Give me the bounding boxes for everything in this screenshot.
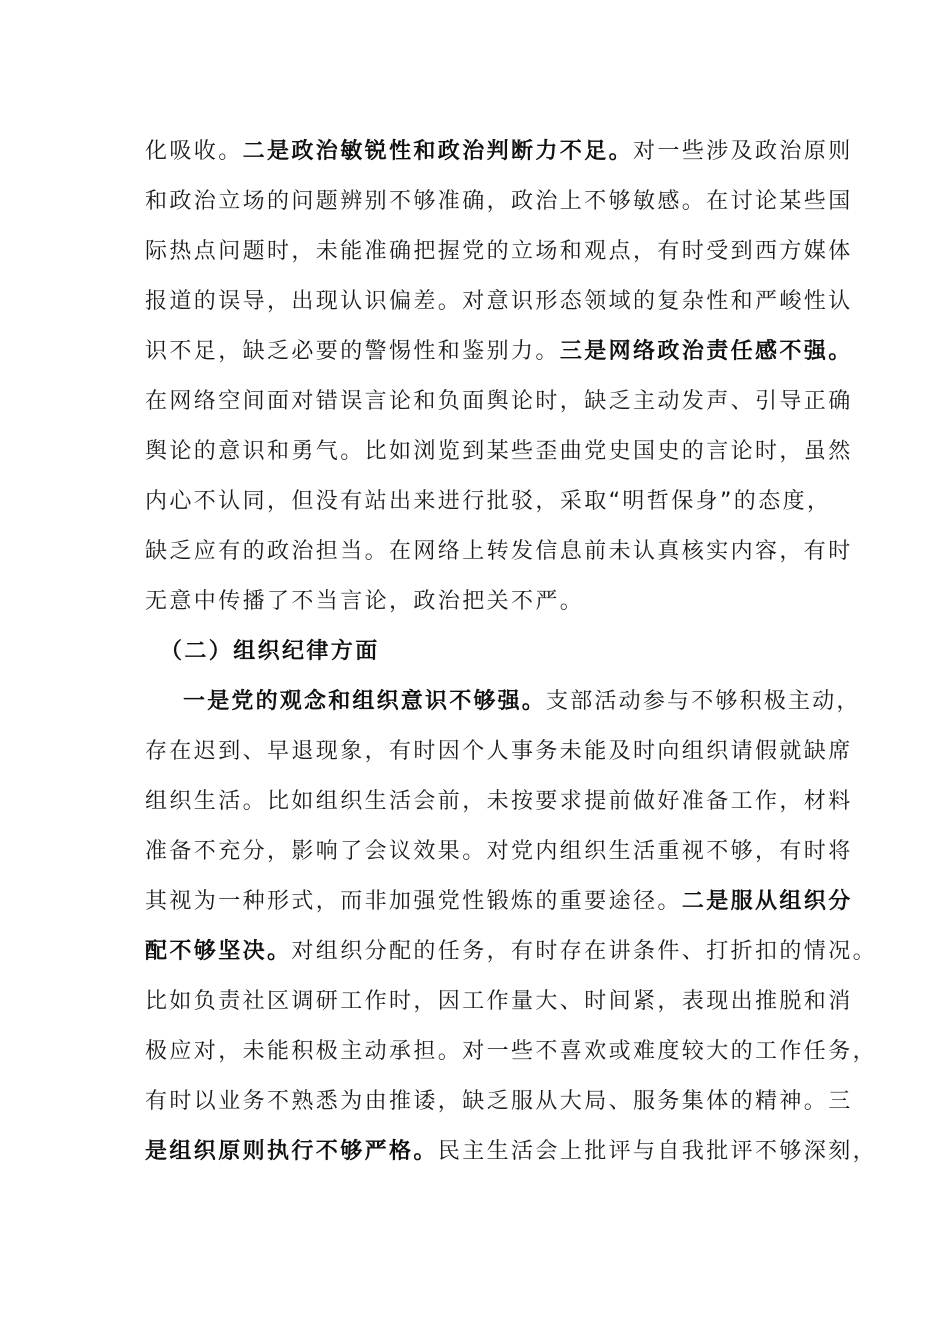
bold-heading-run: 配不够坚决。 [145, 939, 292, 964]
text-run: 报道的误导，出现认识偏差。对意识形态领域的复杂性和严峻性认 [145, 289, 853, 314]
text-run: 对组织分配的任务，有时存在讲条件、打折扣的情况。 [291, 939, 878, 964]
section-heading-text: （二）组织纪律方面 [160, 639, 380, 664]
section-heading [160, 637, 840, 667]
text-run: 有时以业务不熟悉为由推诿，缺乏服从大局、服务集体的精神。三 [145, 1089, 853, 1114]
bold-heading-run: 二是服从组织分 [681, 889, 853, 914]
text-line [145, 837, 853, 867]
text-line [145, 887, 853, 917]
bold-heading-run: 一是党的观念和组织意识不够强。 [183, 689, 547, 714]
text-run: 准备不充分，影响了会议效果。对党内组织生活重视不够，有时将 [145, 839, 853, 864]
text-line [145, 1087, 853, 1117]
text-run: 组织生活。比如组织生活会前，未按要求提前做好准备工作，材料 [145, 789, 853, 814]
text-run: 际热点问题时，未能准确把握党的立场和观点，有时受到西方媒体 [145, 239, 853, 264]
text-run: 内心不认同，但没有站出来进行批驳，采取“明哲保身”的态度， [145, 489, 832, 514]
bold-heading-run: 二是政治敏锐性和政治判断力不足。 [242, 139, 634, 164]
text-line [145, 337, 853, 367]
bold-heading-run: 三是网络政治责任感不强。 [559, 339, 853, 364]
text-run: 存在迟到、早退现象，有时因个人事务未能及时向组织请假就缺席 [145, 739, 853, 764]
text-line [145, 1137, 878, 1167]
text-line [145, 487, 832, 517]
text-line [145, 587, 825, 617]
text-line [183, 687, 863, 717]
text-line [145, 237, 853, 267]
text-line [145, 387, 853, 417]
text-run: 民主生活会上批评与自我批评不够深刻， [437, 1139, 878, 1164]
text-run: 支部活动参与不够积极主动， [546, 689, 861, 714]
text-line [145, 937, 878, 967]
bold-heading-run: 是组织原则执行不够严格。 [145, 1139, 438, 1164]
text-run: 缺乏应有的政治担当。在网络上转发信息前未认真核实内容，有时 [145, 539, 853, 564]
text-run: 和政治立场的问题辨别不够准确，政治上不够敏感。在讨论某些国 [145, 189, 853, 214]
text-line [145, 737, 853, 767]
text-run: 对一些涉及政治原则 [633, 139, 853, 164]
text-line [145, 987, 853, 1017]
text-run: 识不足，缺乏必要的警惕性和鉴别力。 [145, 339, 560, 364]
text-run: 舆论的意识和勇气。比如浏览到某些歪曲党史国史的言论时，虽然 [145, 439, 853, 464]
text-run: 在网络空间面对错误言论和负面舆论时，缺乏主动发声、引导正确 [145, 389, 853, 414]
text-line [145, 287, 853, 317]
text-line [145, 537, 853, 567]
text-line [145, 787, 853, 817]
text-run: 极应对，未能积极主动承担。对一些不喜欢或难度较大的工作任务， [145, 1039, 878, 1064]
text-run: 化吸收。 [145, 139, 243, 164]
text-line [145, 137, 853, 167]
text-run: 比如负责社区调研工作时，因工作量大、时间紧，表现出推脱和消 [145, 989, 853, 1014]
text-line [145, 437, 853, 467]
text-run: 其视为一种形式，而非加强党性锻炼的重要途径。 [145, 889, 682, 914]
text-line [145, 187, 853, 217]
text-run: 无意中传播了不当言论，政治把关不严。 [145, 589, 585, 614]
text-line [145, 1037, 878, 1067]
